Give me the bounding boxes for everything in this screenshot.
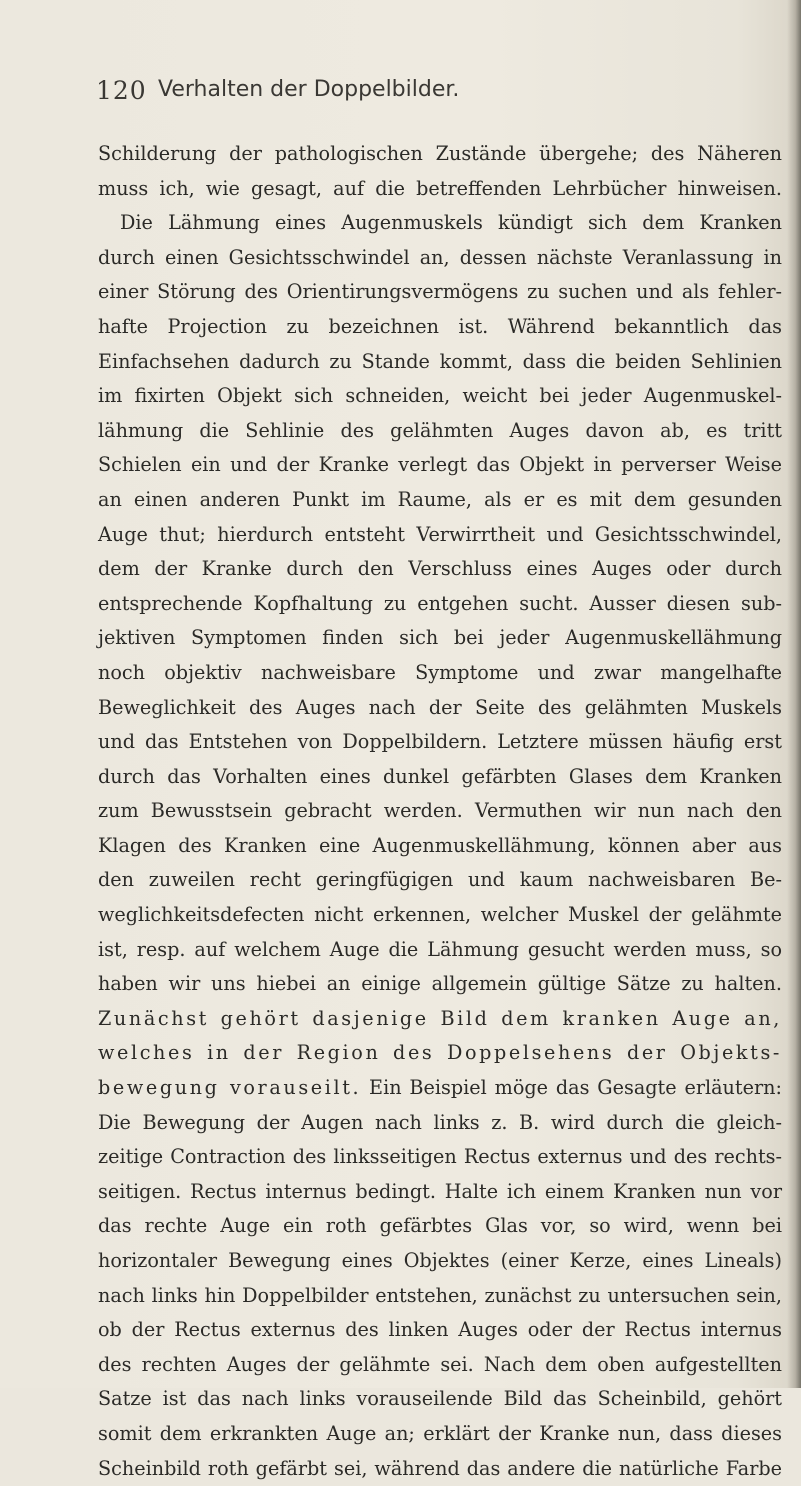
text-line: seitigen. Rectus internus bedingt. Halte ich einem Kranken nun vor xyxy=(98,1179,782,1203)
text-line: zum Bewusstsein gebracht werden. Vermuthen wir nun nach den xyxy=(98,799,782,823)
text-line: haben wir uns hiebei an einige allgemein gültige Sätze zu halten. xyxy=(98,972,782,996)
text-line: einer Störung des Orientirungsvermögens zu suchen und als fehler- xyxy=(98,280,782,304)
text-line-spaced: Zunächst gehört dasjenige Bild dem kranken Auge an, xyxy=(98,1006,782,1030)
text-line: nach links hin Doppelbilder entstehen, zunächst zu untersuchen sein, xyxy=(98,1283,782,1307)
spaced-emphasis: bewegung vorauseilt. xyxy=(98,1076,362,1100)
page-edge-shadow xyxy=(787,0,801,1388)
text-line: jektiven Symptomen finden sich bei jeder Augenmuskellähmung xyxy=(98,626,782,650)
text-line: dem der Kranke durch den Verschluss eines Auges oder durch xyxy=(98,557,782,581)
text-line: ist, resp. auf welchem Auge die Lähmung gesucht werden muss, so xyxy=(98,937,782,961)
page-number: 120 xyxy=(96,76,147,105)
text-line: somit dem erkrankten Auge an; erklärt der Kranke nun, dass dieses xyxy=(98,1421,782,1445)
text-line: durch einen Gesichtsschwindel an, dessen nächste Veranlassung in xyxy=(98,245,782,269)
text-line: ob der Rectus externus des linken Auges oder der Rectus internus xyxy=(98,1318,782,1342)
text-line: Beweglichkeit des Auges nach der Seite des gelähmten Muskels xyxy=(98,695,782,719)
text-line: Auge thut; hierdurch entsteht Verwirrtheit und Gesichtsschwindel, xyxy=(98,522,782,546)
text-line: das rechte Auge ein roth gefärbtes Glas vor, so wird, wenn bei xyxy=(98,1214,782,1238)
text-line: weglichkeitsdefecten nicht erkennen, welcher Muskel der gelähmte xyxy=(98,903,782,927)
text-line: Satze ist das nach links vorauseilende Bild das Scheinbild, gehört xyxy=(98,1387,782,1411)
text-line xyxy=(98,1071,782,1106)
text-line: im fixirten Objekt sich schneiden, weicht bei jeder Augenmuskel- xyxy=(98,384,782,408)
text-line: horizontaler Bewegung eines Objektes (einer Kerze, eines Lineals) xyxy=(98,1249,782,1272)
text-line: lähmung die Sehlinie des gelähmten Auges davon ab, es tritt xyxy=(98,418,782,442)
text-line: Einfachsehen dadurch zu Stande kommt, dass die beiden Sehlinien xyxy=(98,349,782,373)
text-line: Die Lähmung eines Augenmuskels kündigt sich dem Kranken xyxy=(120,211,782,235)
text-line: hafte Projection zu bezeichnen ist. Während bekanntlich das xyxy=(98,314,782,338)
body-text xyxy=(98,137,782,1486)
text-line: muss ich, wie gesagt, auf die betreffenden Lehrbücher hinweisen. xyxy=(98,176,782,200)
text-line: entsprechende Kopfhaltung zu entgehen sucht. Ausser diesen sub- xyxy=(98,591,782,615)
text-line-rest: Ein Beispiel möge das Gesagte erläutern: xyxy=(361,1076,782,1100)
text-line: durch das Vorhalten eines dunkel gefärbten Glases dem Kranken xyxy=(98,764,782,788)
text-line: den zuweilen recht geringfügigen und kaum nachweisbaren Be- xyxy=(98,868,782,892)
text-line-spaced: welches in der Region des Doppelsehens der Objekts- xyxy=(98,1041,782,1065)
text-line: noch objektiv nachweisbare Symptome und zwar mangelhafte xyxy=(98,660,782,684)
text-line: des rechten Auges der gelähmte sei. Nach dem oben aufgestellten xyxy=(98,1352,782,1376)
text-line: und das Entstehen von Doppelbildern. Letztere müssen häufig erst xyxy=(98,730,782,754)
page-header xyxy=(96,76,776,116)
text-line: an einen anderen Punkt im Raume, als er es mit dem gesunden xyxy=(98,487,782,511)
text-line: Klagen des Kranken eine Augenmuskellähmung, können aber aus xyxy=(98,833,782,857)
text-line: Schilderung der pathologischen Zustände übergehe; des Näheren xyxy=(98,142,782,165)
text-line: Schielen ein und der Kranke verlegt das Objekt in perverser Weise xyxy=(98,453,782,477)
text-line: Die Bewegung der Augen nach links z. B. wird durch die gleich- xyxy=(98,1110,782,1134)
running-head: Verhalten der Doppelbilder. xyxy=(158,77,460,102)
text-line: zeitige Contraction des linksseitigen Rectus externus und des rechts- xyxy=(98,1145,782,1169)
text-line: Scheinbild roth gefärbt sei, während das andere die natürliche Farbe xyxy=(98,1456,782,1480)
